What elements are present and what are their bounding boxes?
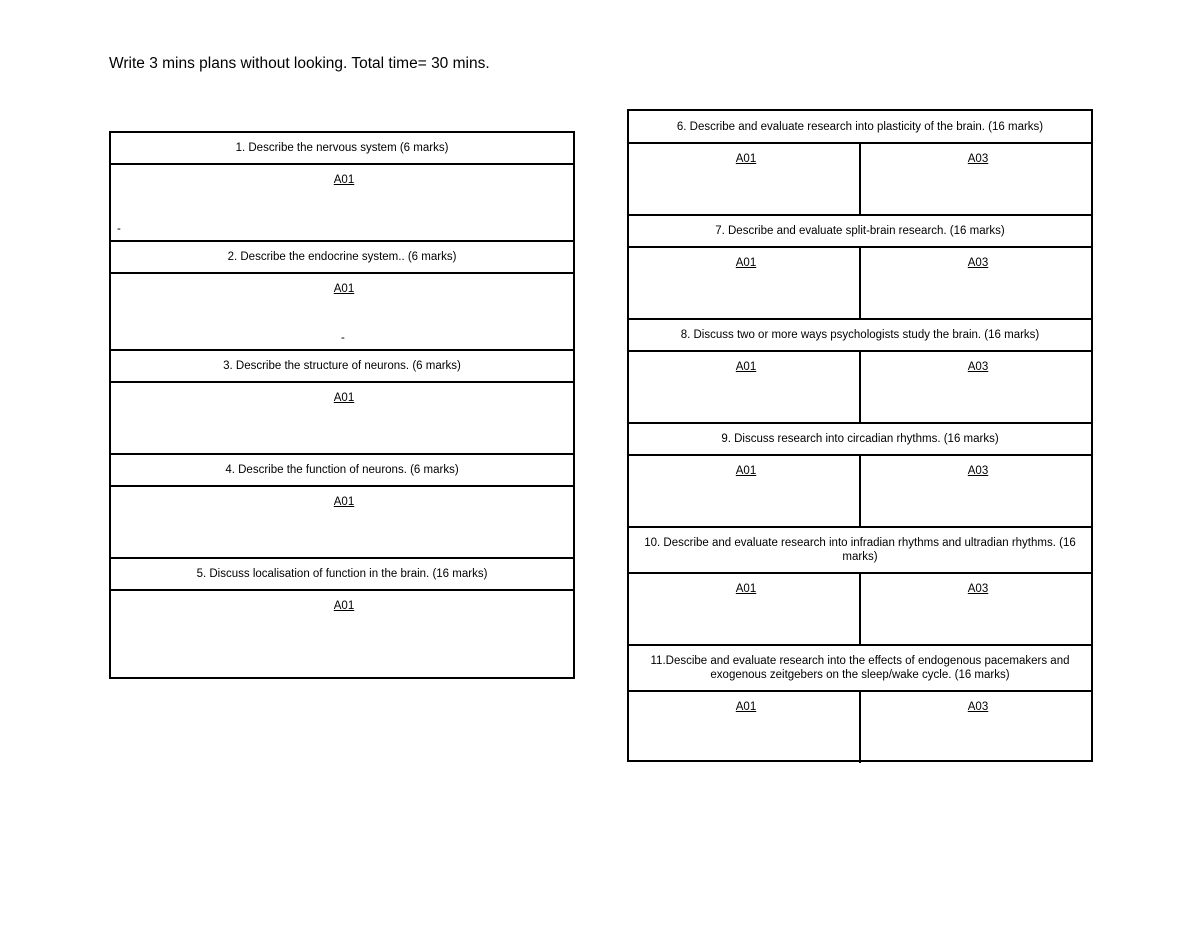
question-7-text: 7. Describe and evaluate split-brain research. (16 marks) [715, 225, 1005, 237]
question-4-text: 4. Describe the function of neurons. (6 marks) [225, 464, 459, 476]
question-7-a01-cell[interactable] [629, 248, 861, 318]
question-9-header [629, 424, 1091, 456]
question-3-answer-area[interactable] [111, 383, 573, 455]
question-8-a01-label: A01 [735, 361, 757, 373]
question-1-a01-label: A01 [333, 174, 355, 186]
question-10-header [629, 528, 1091, 574]
question-4-answer-area[interactable] [111, 487, 573, 559]
question-4-a01-label: A01 [333, 496, 355, 508]
question-10-a03-cell[interactable] [861, 574, 1091, 644]
question-1-header [111, 133, 573, 165]
question-10-a01-cell[interactable] [629, 574, 861, 644]
question-10-text: 10. Describe and evaluate research into infradian rhythms and ultradian rhythms. (16 marks) [644, 537, 1076, 563]
question-6-a01-label: A01 [735, 153, 757, 165]
question-2-text: 2. Describe the endocrine system.. (6 marks) [227, 251, 457, 263]
question-7-answer-area [629, 248, 1091, 320]
question-10-a01-label: A01 [735, 583, 757, 595]
question-9-a03-cell[interactable] [861, 456, 1091, 526]
question-4-header [111, 455, 573, 487]
question-11-a01-label: A01 [735, 701, 757, 713]
question-6-text: 6. Describe and evaluate research into plasticity of the brain. (16 marks) [676, 120, 1044, 133]
question-7-header [629, 216, 1091, 248]
question-11-a01-cell[interactable] [629, 692, 861, 763]
question-10-answer-area [629, 574, 1091, 646]
question-8-text: 8. Discuss two or more ways psychologists study the brain. (16 marks) [680, 329, 1040, 341]
question-9-a01-cell[interactable] [629, 456, 861, 526]
question-1-dash-mark: - [117, 223, 121, 235]
question-5-header [111, 559, 573, 591]
right-question-table [627, 109, 1093, 762]
left-question-table [109, 131, 575, 679]
question-8-header [629, 320, 1091, 352]
question-7-a01-label: A01 [735, 257, 757, 269]
question-2-dash-mark: - [341, 332, 345, 344]
question-7-a03-cell[interactable] [861, 248, 1091, 318]
question-8-a03-cell[interactable] [861, 352, 1091, 422]
question-11-a03-label: A03 [967, 701, 989, 713]
question-11-text: 11.Descibe and evaluate research into the effects of endogenous pacemakers and exogenous zeitgebers on the sleep/wake cycle. (16 marks) [650, 655, 1070, 681]
page-instruction: Write 3 mins plans without looking. Total time= 30 mins. [109, 55, 490, 72]
question-1-answer-area[interactable] [111, 165, 573, 242]
question-3-text: 3. Describe the structure of neurons. (6 marks) [223, 360, 461, 372]
question-8-a01-cell[interactable] [629, 352, 861, 422]
question-6-a03-label: A03 [967, 153, 989, 165]
question-9-a01-label: A01 [735, 465, 757, 477]
question-6-a01-cell[interactable] [629, 144, 861, 214]
question-1-text: 1. Describe the nervous system (6 marks) [235, 142, 449, 154]
question-11-a03-cell[interactable] [861, 692, 1091, 763]
question-5-text: 5. Discuss localisation of function in the brain. (16 marks) [196, 568, 488, 580]
question-6-a03-cell[interactable] [861, 144, 1091, 214]
question-3-a01-label: A01 [333, 392, 355, 404]
question-11-header [629, 646, 1091, 692]
question-5-a01-label: A01 [333, 600, 355, 612]
question-2-answer-area[interactable] [111, 274, 573, 351]
question-6-header [629, 111, 1091, 144]
question-7-a03-label: A03 [967, 257, 989, 269]
question-11-answer-area [629, 692, 1091, 763]
question-9-a03-label: A03 [967, 465, 989, 477]
question-2-header [111, 242, 573, 274]
question-9-text: 9. Discuss research into circadian rhythms. (16 marks) [721, 433, 999, 445]
question-10-a03-label: A03 [967, 583, 989, 595]
question-2-a01-label: A01 [333, 283, 355, 295]
question-6-answer-area [629, 144, 1091, 216]
question-3-header [111, 351, 573, 383]
question-8-answer-area [629, 352, 1091, 424]
question-9-answer-area [629, 456, 1091, 528]
question-8-a03-label: A03 [967, 361, 989, 373]
question-5-answer-area[interactable] [111, 591, 573, 677]
